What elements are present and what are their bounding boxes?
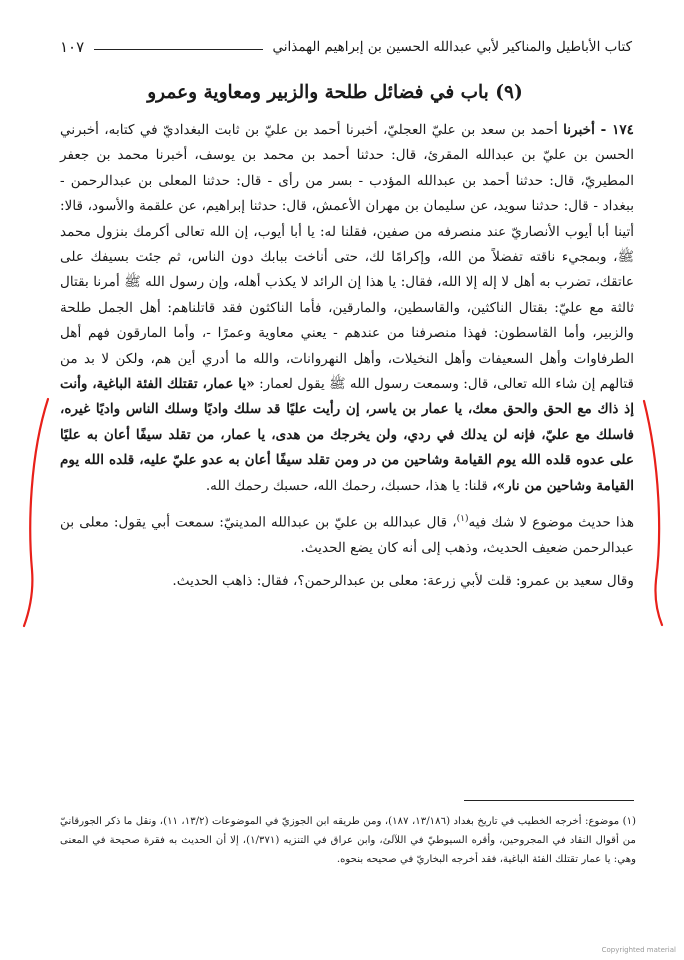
red-annotation-mark-left bbox=[18, 395, 58, 630]
footnote-block bbox=[60, 812, 636, 869]
footnote-separator bbox=[464, 800, 634, 801]
narrator-paragraph bbox=[60, 569, 634, 594]
hadith-paragraph bbox=[60, 118, 634, 499]
red-annotation-mark-right bbox=[636, 395, 676, 630]
watermark: Copyrighted material bbox=[601, 946, 676, 954]
book-title: كتاب الأباطيل والمناكير لأبي عبدالله الحسين بن إبراهيم الهمذاني bbox=[272, 39, 632, 55]
header-rule bbox=[94, 49, 262, 50]
isnad-text: أحمد بن سعد بن عليّ العجليّ، أخبرنا أحمد بن عليّ بن ثابت البغداديّ في كتابه، أخبرني الحسن بن عليّ بن عبدالله المقرئ، قال: حدثنا أحمد بن محمد بن يوسف، أخبرنا محمد بن جعفر المطيريّ، قال: حدثنا أحمد بن عبدالله المؤدب - بسر من رأى - قال: حدثنا المعلى بن عبدالرحمن - ببغداد - قال: حدثنا سويد، عن سليمان بن مهران الأعمش، قال: حدثنا إبراهيم، عن علقمة والأسود، قالا: أتينا أبا أيوب الأنصاريّ عند منصرفه من صفين، فقلنا له: يا أبا أيوب، إن الله تعالى أكرمك بنزول محمد ﷺ، وبمجيء ناقته تفضلاً من الله، وإكرامًا لك، حتى أناخت ببابك دون الناس، ثم جئت بسيفك على عاتقك، تضرب به أهل لا إله إلا الله، فقال: يا هذا إن الرائد لا يكذب أهله، وإن رسول الله ﷺ أمرنا بقتال ثالثة مع عليّ: بقتال الناكثين، والقاسطين، والمارقين، فأما الناكثون فقد قاتلناهم: أهل الجمل طلحة والزبير، وأما القاسطون: فهذا منصرفنا من عندهم - يعني معاوية وعمرًا -، وأما المارقون فهم أهل الطرفاوات وأهل السعيفات وأهل النخيلات، وأهل النهروانات، والله ما أدري أين هم، ولكن لا بد من قتالهم إن شاء الله تعالى، قال: وسمعت رسول الله ﷺ يقول لعمار: bbox=[60, 122, 634, 393]
page-number: ١٠٧ bbox=[60, 38, 85, 56]
hadith-matn: «يا عمار، تقتلك الفئة الباغية، وأنت إذ ذاك مع الحق والحق معك، يا عمار بن ياسر، إن رأيت عليًا قد سلك واديًا وسلك الناس واديًا غيره، فاسلك مع عليّ، فإنه لن يدلك في ردي، ولن يخرجك من هدى، يا عمار، من تقلد سيفًا أعان به عليًا على عدوه قلده الله يوم القيامة وشاحين من در ومن تقلد سيفًا أعان به عدو عليّ عليه، قلده الله يوم القيامة وشاحين من نار»، bbox=[60, 376, 634, 494]
narrator-text: وقال سعيد بن عمرو: قلت لأبي زرعة: معلى بن عبدالرحمن؟، فقال: ذاهب الحديث. bbox=[172, 573, 634, 590]
ruling-paragraph bbox=[60, 507, 634, 561]
ruling-tail: ، قال عبدالله بن عليّ بن عبدالله المدينيّ: سمعت أبي يقول: معلى بن عبدالرحمن ضعيف الحديث، وذهب إلى أنه كان يضع الحديث. bbox=[60, 514, 634, 557]
footnote-ref[interactable]: (١) bbox=[456, 514, 469, 525]
main-text bbox=[60, 118, 634, 595]
footnote-text: (١) موضوع: أخرجه الخطيب في تاريخ بغداد (١٣/١٨٦، ١٨٧)، ومن طريقه ابن الجوزيّ في الموضوعات (١٣/٢، ١١)، ونقل ما ذكر الجورقانيّ من أقوال النقاد في المجروحين، وأقره السيوطيّ في اللآلئ، وابن عراق في التنزيه (١/٣٧١)، إلا أن الحديث به فقرة صحيحة في المعنى وهي: يا عمار تقتلك الفئة الباغية، فقد أخرجه البخاريّ في صحيحه بنحوه. bbox=[60, 816, 637, 865]
running-header bbox=[60, 38, 632, 56]
chapter-title: (٩) باب في فضائل طلحة والزبير ومعاوية وعمرو bbox=[147, 82, 523, 103]
hadith-closing: قلنا: يا هذا، حسبك، رحمك الله، حسبك رحمك الله. bbox=[205, 477, 488, 494]
hadith-number-lead: ١٧٤ - أخبرنا bbox=[563, 122, 634, 138]
ruling-text: هذا حديث موضوع لا شك فيه bbox=[468, 514, 634, 531]
